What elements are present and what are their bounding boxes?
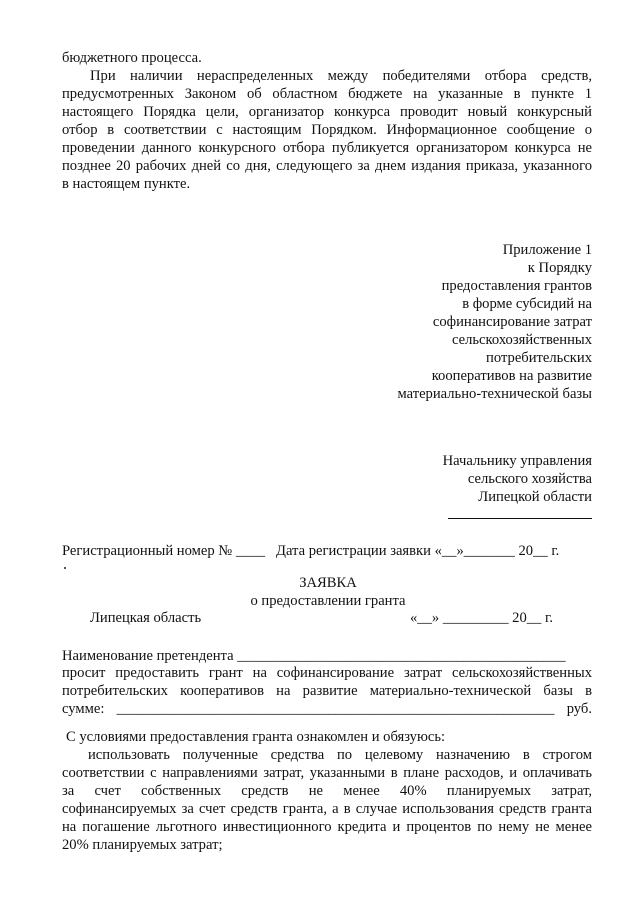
conditions-line-5: софинансируемых за счет средств гранта, а в случае использования средств гранта xyxy=(62,801,592,817)
appendix-line-5: софинансирование затрат xyxy=(432,314,592,330)
intro-line-8: в настоящем пункте. xyxy=(62,176,191,192)
application-date: «__» _________ 20__ г. xyxy=(410,610,553,626)
intro-line-4: настоящего Порядка цели, организатор конкурса проводит новый конкурсный xyxy=(62,104,592,120)
applicant-line-2: просит предоставить грант на софинансирование затрат сельскохозяйственных xyxy=(62,665,592,681)
conditions-line-3: соответствии с направлениями затрат, указанными в плане расходов, и оплачивать xyxy=(62,765,592,781)
appendix-line-9: материально-технической базы xyxy=(397,386,592,402)
application-subtitle: о предоставлении гранта xyxy=(250,593,406,609)
addressee-signature-line xyxy=(448,518,592,519)
appendix-line-2: к Порядку xyxy=(527,260,592,276)
intro-line-7: позднее 20 рабочих дней со дня, следующего за днем издания приказа, указанного xyxy=(62,158,592,174)
applicant-line-4: сумме: ____________________________________________________________ руб. xyxy=(62,701,592,717)
intro-line-6: проведении данного конкурсного отбора публикуется организатором конкурса не xyxy=(62,140,592,156)
application-region: Липецкая область xyxy=(90,610,202,626)
appendix-line-4: в форме субсидий на xyxy=(462,296,592,312)
applicant-name-line: Наименование претендента _____________________________________________ xyxy=(62,648,566,664)
addressee-line-1: Начальнику управления xyxy=(442,453,592,469)
conditions-line-4: за счет собственных средств не менее 40% планируемых затрат, xyxy=(62,783,592,799)
appendix-line-7: потребительских xyxy=(486,350,592,366)
appendix-line-6: сельскохозяйственных xyxy=(451,332,592,348)
conditions-line-7: 20% планируемых затрат; xyxy=(62,837,223,853)
application-title: ЗАЯВКА xyxy=(299,575,357,591)
conditions-line-1: С условиями предоставления гранта ознакомлен и обязуюсь: xyxy=(66,729,446,745)
intro-line-1: бюджетного процесса. xyxy=(62,50,202,66)
applicant-line-3: потребительских кооперативов на развитие материально-технической базы в xyxy=(62,683,592,699)
intro-line-2: При наличии нераспределенных между победителями отбора средств, xyxy=(90,68,592,84)
appendix-line-8: кооперативов на развитие xyxy=(431,368,592,384)
addressee-line-3: Липецкой области xyxy=(478,489,592,505)
stray-dot xyxy=(64,567,66,569)
appendix-line-3: предоставления грантов xyxy=(441,278,592,294)
intro-line-5: отбор в соответствии с настоящим Порядком. Информационное сообщение о xyxy=(62,122,592,138)
intro-line-3: предусмотренных Законом об областном бюджете на указанные в пункте 1 xyxy=(62,86,592,102)
registration-line: Регистрационный номер № ____ Дата регистрации заявки «__»_______ 20__ г. xyxy=(62,543,560,559)
appendix-line-1: Приложение 1 xyxy=(502,242,592,258)
conditions-line-2: использовать полученные средства по целевому назначению в строгом xyxy=(88,747,592,763)
conditions-line-6: на погашение льготного инвестиционного кредита и процентов по нему не менее xyxy=(62,819,592,835)
addressee-line-2: сельского хозяйства xyxy=(467,471,592,487)
